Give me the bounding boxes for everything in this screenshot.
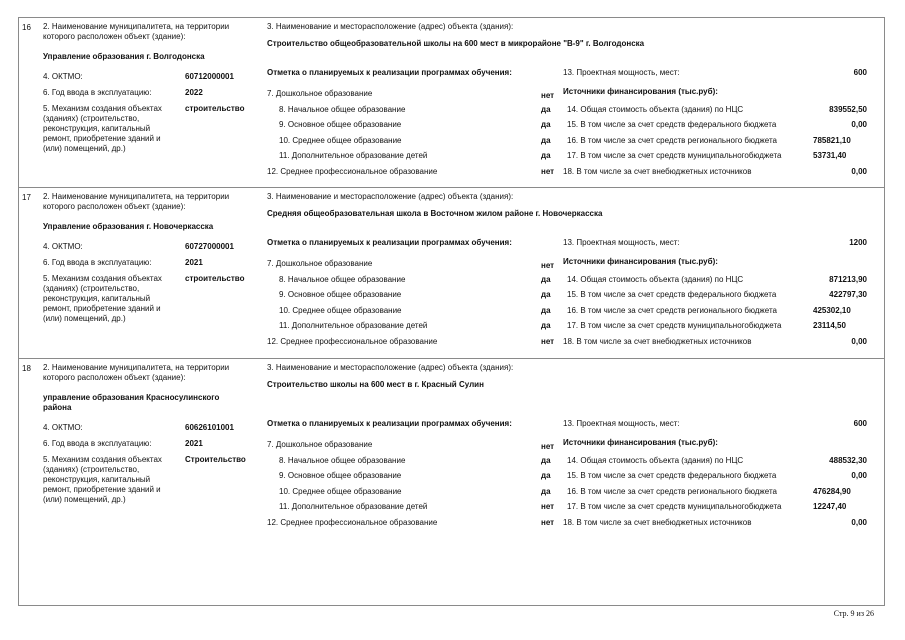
program-label: 11. Дополнительное образование детей	[279, 151, 428, 160]
finance-header: Источники финансирования (тыс.руб):	[563, 87, 718, 96]
finance-value: 871213,90	[829, 274, 867, 284]
program-flag: нет	[541, 166, 555, 176]
program-label: 8. Начальное общее образование	[279, 455, 406, 465]
mechanism-label: 5. Механизм создания объектах (зданиях) (строительство, реконструкция, капитальный ремонт, приобретение зданий и (или) помещений, др.)	[43, 455, 162, 504]
year-label: 6. Год ввода в эксплуатацию:	[43, 258, 152, 267]
municipality-label: 2. Наименование муниципалитета, на территории которого расположен объект (здание):	[43, 363, 230, 382]
records-table	[18, 17, 885, 606]
program-label: 12. Среднее профессиональное образование	[267, 166, 438, 176]
finance-label: 16. В том числе за счет средств регионального бюджета	[567, 486, 777, 496]
oktmo-label: 4. ОКТМО:	[43, 72, 83, 81]
object-label: 3. Наименование и месторасположение (адрес) объекта (здания):	[267, 192, 514, 201]
finance-value: 0,00	[851, 471, 867, 480]
finance-label: 15. В том числе за счет средств федерального бюджета	[567, 471, 777, 480]
capacity-value: 600	[853, 68, 867, 77]
program-flag: нет	[541, 442, 555, 451]
mechanism-value: строительство	[185, 104, 245, 113]
program-flag: да	[541, 321, 551, 330]
oktmo-value: 60626101001	[185, 423, 234, 432]
finance-label: 15. В том числе за счет средств федерального бюджета	[567, 120, 777, 129]
year-value: 2022	[185, 88, 203, 97]
mechanism-value: Строительство	[185, 455, 246, 464]
mechanism-label: 5. Механизм создания объектах (зданиях) (строительство, реконструкция, капитальный ремонт, приобретение зданий и (или) помещений, др.)	[43, 104, 162, 153]
year-label: 6. Год ввода в эксплуатацию:	[43, 88, 152, 97]
object-name: Средняя общеобразовательная школа в Восточном жилом районе г. Новочеркасска	[267, 209, 603, 218]
program-flag: да	[541, 135, 551, 145]
municipality-label: 2. Наименование муниципалитета, на территории которого расположен объект (здание):	[43, 22, 230, 41]
program-flag: нет	[541, 517, 555, 527]
program-label: 10. Среднее общее образование	[279, 486, 402, 496]
program-flag: да	[541, 486, 551, 496]
finance-label: 14. Общая стоимость объекта (здания) по НЦС	[567, 455, 744, 465]
program-label: 9. Основное общее образование	[279, 120, 402, 129]
finance-value: 0,00	[851, 336, 867, 346]
year-value: 2021	[185, 258, 203, 267]
capacity-value: 600	[853, 419, 867, 428]
program-flag: нет	[541, 502, 555, 511]
programs-header: Отметка о планируемых к реализации программах обучения:	[267, 419, 512, 428]
finance-value: 785821,10	[813, 135, 851, 145]
municipality-label: 2. Наименование муниципалитета, на территории которого расположен объект (здание):	[43, 192, 230, 211]
finance-value: 476284,90	[813, 486, 851, 496]
municipality-name: Управление образования г. Новочеркасска	[43, 222, 214, 231]
record-row	[19, 188, 884, 359]
record-number: 16	[22, 23, 31, 32]
finance-value: 0,00	[851, 166, 867, 176]
object-name: Строительство общеобразовательной школы на 600 мест в микрорайоне "В-9" г. Волгодонска	[267, 39, 645, 48]
program-label: 11. Дополнительное образование детей	[279, 321, 428, 330]
capacity-label: 13. Проектная мощность, мест:	[563, 238, 680, 247]
finance-value: 422797,30	[829, 290, 867, 299]
program-label: 12. Среднее профессиональное образование	[267, 336, 438, 346]
municipality-name: управление образования Красносулинского района	[43, 393, 220, 412]
oktmo-value: 60712000001	[185, 72, 234, 81]
finance-label: 18. В том числе за счет внебюджетных источников	[563, 336, 752, 346]
program-label: 7. Дошкольное образование	[267, 440, 373, 449]
finance-value: 12247,40	[813, 502, 847, 511]
mechanism-label: 5. Механизм создания объектах (зданиях) (строительство, реконструкция, капитальный ремонт, приобретение зданий и (или) помещений, др.)	[43, 274, 162, 323]
program-flag: да	[541, 471, 551, 480]
finance-label: 15. В том числе за счет средств федерального бюджета	[567, 290, 777, 299]
finance-label: 14. Общая стоимость объекта (здания) по НЦС	[567, 274, 744, 284]
program-flag: нет	[541, 261, 555, 270]
finance-label: 17. В том числе за счет средств муниципальногобюджета	[567, 321, 782, 330]
finance-value: 425302,10	[813, 305, 851, 315]
finance-label: 17. В том числе за счет средств муниципальногобюджета	[567, 502, 782, 511]
finance-label: 16. В том числе за счет средств регионального бюджета	[567, 135, 777, 145]
program-flag: да	[541, 455, 551, 465]
program-flag: нет	[541, 91, 555, 100]
capacity-value: 1200	[849, 238, 867, 247]
record-row	[19, 359, 884, 607]
program-flag: нет	[541, 336, 555, 346]
program-label: 11. Дополнительное образование детей	[279, 502, 428, 511]
program-label: 12. Среднее профессиональное образование	[267, 517, 438, 527]
program-label: 9. Основное общее образование	[279, 290, 402, 299]
finance-value: 839552,50	[829, 104, 867, 114]
record-number: 18	[22, 364, 31, 373]
program-label: 8. Начальное общее образование	[279, 104, 406, 114]
programs-header: Отметка о планируемых к реализации программах обучения:	[267, 68, 512, 77]
program-flag: да	[541, 104, 551, 114]
program-flag: да	[541, 305, 551, 315]
programs-header: Отметка о планируемых к реализации программах обучения:	[267, 238, 512, 247]
finance-value: 53731,40	[813, 151, 847, 160]
finance-header: Источники финансирования (тыс.руб):	[563, 438, 718, 447]
finance-label: 16. В том числе за счет средств регионального бюджета	[567, 305, 777, 315]
program-flag: да	[541, 290, 551, 299]
mechanism-value: строительство	[185, 274, 245, 283]
program-label: 8. Начальное общее образование	[279, 274, 406, 284]
program-flag: да	[541, 120, 551, 129]
oktmo-label: 4. ОКТМО:	[43, 242, 83, 251]
municipality-name: Управление образования г. Волгодонска	[43, 52, 205, 61]
finance-label: 17. В том числе за счет средств муниципальногобюджета	[567, 151, 782, 160]
finance-label: 18. В том числе за счет внебюджетных источников	[563, 517, 752, 527]
program-label: 10. Среднее общее образование	[279, 135, 402, 145]
oktmo-value: 60727000001	[185, 242, 234, 251]
finance-value: 488532,30	[829, 455, 867, 465]
program-label: 10. Среднее общее образование	[279, 305, 402, 315]
year-label: 6. Год ввода в эксплуатацию:	[43, 439, 152, 448]
finance-label: 18. В том числе за счет внебюджетных источников	[563, 166, 752, 176]
program-flag: да	[541, 151, 551, 160]
program-label: 9. Основное общее образование	[279, 471, 402, 480]
page-number: Стр. 9 из 26	[833, 609, 874, 618]
finance-label: 14. Общая стоимость объекта (здания) по НЦС	[567, 104, 744, 114]
finance-value: 0,00	[851, 120, 867, 129]
finance-header: Источники финансирования (тыс.руб):	[563, 257, 718, 266]
program-flag: да	[541, 274, 551, 284]
oktmo-label: 4. ОКТМО:	[43, 423, 83, 432]
finance-value: 23114,50	[813, 321, 846, 330]
program-label: 7. Дошкольное образование	[267, 89, 373, 98]
capacity-label: 13. Проектная мощность, мест:	[563, 68, 680, 77]
capacity-label: 13. Проектная мощность, мест:	[563, 419, 680, 428]
year-value: 2021	[185, 439, 203, 448]
record-number: 17	[22, 193, 31, 202]
object-label: 3. Наименование и месторасположение (адрес) объекта (здания):	[267, 22, 514, 31]
object-name: Строительство школы на 600 мест в г. Красный Сулин	[267, 380, 484, 389]
record-row	[19, 18, 884, 188]
finance-value: 0,00	[851, 517, 867, 527]
object-label: 3. Наименование и месторасположение (адрес) объекта (здания):	[267, 363, 514, 372]
program-label: 7. Дошкольное образование	[267, 259, 373, 268]
